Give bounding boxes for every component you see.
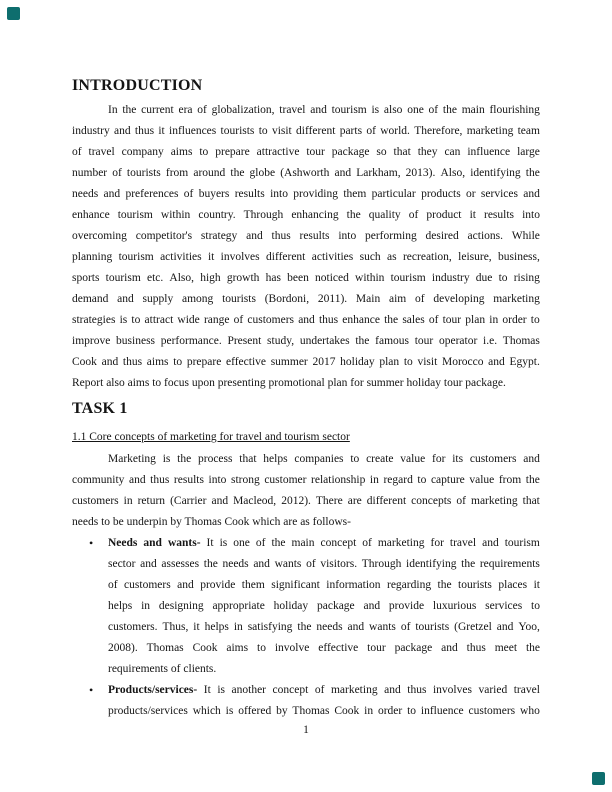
text-line: of travel company aims to prepare attractive tour package so that they can influence large bbox=[72, 146, 540, 158]
text-line: products/services which is offered by Thomas Cook in order to influence customers who bbox=[108, 705, 540, 717]
text-line: sports tourism etc. Also, high growth has been noticed within tourism industry due to rising bbox=[72, 272, 540, 284]
page-number: 1 bbox=[303, 724, 309, 736]
text-line: planning tourism activities it involves different activities such as recreation, leisure, business, bbox=[72, 251, 540, 263]
bullet-item bbox=[72, 533, 540, 680]
text-line: community and thus results into strong customer relationship in regard to capture value from the bbox=[72, 474, 540, 486]
bullet-icon: • bbox=[89, 536, 94, 550]
text-line: enhance tourism within country. Through enhancing the quality of product it results into bbox=[72, 209, 540, 221]
text-line: Report also aims to focus upon presenting promotional plan for summer holiday tour package. bbox=[72, 377, 506, 389]
corner-decoration-top-left bbox=[7, 7, 20, 20]
text-line: overcoming competitor's strategy and thus results into performing desired actions. While bbox=[72, 230, 540, 242]
text-line: customers in return (Carrier and Macleod, 2012). There are different concepts of marketing that bbox=[72, 495, 540, 507]
text-line: Needs and wants- It is one of the main concept of marketing for travel and tourism • bbox=[72, 533, 540, 554]
text-line: 2008). Thomas Cook aims to involve effective tour package and thus meet the bbox=[108, 642, 540, 654]
subsection-heading: 1.1 Core concepts of marketing for travel and tourism sector bbox=[72, 431, 350, 443]
text-line: demand and supply among tourists (Bordoni, 2011). Main aim of developing marketing bbox=[72, 293, 540, 305]
text-line: helps in designing appropriate holiday package and provide luxurious services to bbox=[108, 600, 540, 612]
text-line: Cook and thus aims to prepare effective summer 2017 holiday plan to visit Morocco and Egypt. bbox=[72, 356, 540, 368]
section-heading: TASK 1 bbox=[72, 400, 128, 417]
text-line: requirements of clients. bbox=[108, 663, 217, 675]
text-line: In the current era of globalization, travel and tourism is also one of the main flourishing bbox=[108, 104, 540, 116]
page-content bbox=[72, 0, 540, 722]
text-line: Marketing is the process that helps companies to create value for its customers and bbox=[108, 453, 540, 465]
text-line: strategies is to attract wide range of customers and thus enhance the sales of tour plan in order to bbox=[72, 314, 540, 326]
text-line: needs and preferences of buyers results into providing them particular products or services and bbox=[72, 188, 540, 200]
bullet-icon: • bbox=[89, 683, 94, 697]
text-line: improve business performance. Present study, undertakes the famous tour operator i.e. Thomas bbox=[72, 335, 540, 347]
bullet-item bbox=[72, 680, 540, 722]
section-heading: INTRODUCTION bbox=[72, 77, 203, 94]
paragraph bbox=[72, 100, 540, 394]
paragraph bbox=[72, 449, 540, 533]
text-line: industry and thus it influences tourists to visit different parts of world. Therefore, marketing team bbox=[72, 125, 540, 137]
text-line: customers. Thus, it helps in satisfying the needs and wants of tourists (Gretzel and Yoo, bbox=[108, 621, 540, 633]
text-line: number of tourists from around the globe (Ashworth and Larkham, 2013). Also, identifying the bbox=[72, 167, 540, 179]
corner-decoration-bottom-right bbox=[592, 772, 605, 785]
text-line: needs to be underpin by Thomas Cook which are as follows- bbox=[72, 516, 351, 528]
text-line: of customers and provide them significant information regarding the tourists places it bbox=[108, 579, 540, 591]
text-line: Products/services- It is another concept of marketing and thus involves varied travel • bbox=[72, 680, 540, 701]
text-line: sector and assesses the needs and wants of visitors. Through identifying the requirements bbox=[108, 558, 540, 570]
